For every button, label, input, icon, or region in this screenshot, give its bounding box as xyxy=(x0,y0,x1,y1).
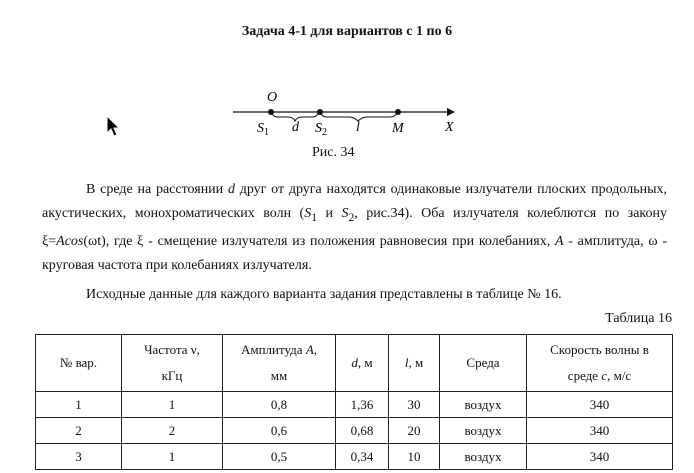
cell: 2 xyxy=(36,418,122,444)
header-frequency: Частота ν, кГц xyxy=(122,335,223,392)
cell: 0,8 xyxy=(223,392,336,418)
header-l: l, м xyxy=(389,335,440,392)
cell: 0,68 xyxy=(336,418,389,444)
cell: 0,34 xyxy=(336,444,389,470)
label-s2: $S_2$ xyxy=(315,121,327,138)
table-row xyxy=(36,418,673,444)
task-title: Задача 4-1 для вариантов с 1 по 6 xyxy=(241,24,453,39)
variants-table xyxy=(35,334,673,470)
cell: 1 xyxy=(122,444,223,470)
header-speed: Скорость волны в среде c, м/с xyxy=(527,335,673,392)
cell: 0,6 xyxy=(223,418,336,444)
table-row xyxy=(36,444,673,470)
header-d: d, м xyxy=(336,335,389,392)
cell: 30 xyxy=(389,392,440,418)
cell: 1,36 xyxy=(336,392,389,418)
cell: 1 xyxy=(122,392,223,418)
label-origin: O xyxy=(267,90,278,105)
cell: 340 xyxy=(527,392,673,418)
cell: 340 xyxy=(527,418,673,444)
cell: 0,5 xyxy=(223,444,336,470)
mouse-cursor-icon xyxy=(106,115,120,137)
point-s1 xyxy=(268,109,274,115)
figure-34 xyxy=(225,85,465,145)
cell: воздух xyxy=(440,418,527,444)
axis-arrow-icon xyxy=(447,108,455,116)
header-medium: Среда xyxy=(440,335,527,392)
header-variant: № вар. xyxy=(36,335,122,392)
table-row xyxy=(36,392,673,418)
cell: 20 xyxy=(389,418,440,444)
cell: воздух xyxy=(440,392,527,418)
figure-caption: Рис. 34 xyxy=(312,145,355,160)
problem-statement: В среде на расстоянии d друг от друга находятся одинаковые излучатели плоских продольных, акустических, монохроматических волн ($S_1$ и $S_2$, рис.34). Оба излучателя колеблются по закону ξ=Acos(ωt), где ξ - смещение излучателя из положения равновесия при колебаниях, A - амплитуда, ω - круговая частота при колебаниях излучателя. xyxy=(42,182,667,273)
header-amplitude: Амплитуда A, мм xyxy=(223,335,336,392)
label-l: l xyxy=(356,120,360,135)
cell: воздух xyxy=(440,444,527,470)
label-x: X xyxy=(445,120,454,135)
cell: 1 xyxy=(36,392,122,418)
cell: 340 xyxy=(527,444,673,470)
data-reference-text: Исходные данные для каждого варианта задания представлены в таблице № 16. xyxy=(86,287,562,302)
label-m: M xyxy=(392,121,404,136)
table-caption: Таблица 16 xyxy=(605,311,672,326)
cell: 2 xyxy=(122,418,223,444)
label-d: d xyxy=(292,120,299,135)
label-s1: $S_1$ xyxy=(257,121,269,138)
table-header-row xyxy=(36,335,673,392)
cell: 3 xyxy=(36,444,122,470)
cell: 10 xyxy=(389,444,440,470)
